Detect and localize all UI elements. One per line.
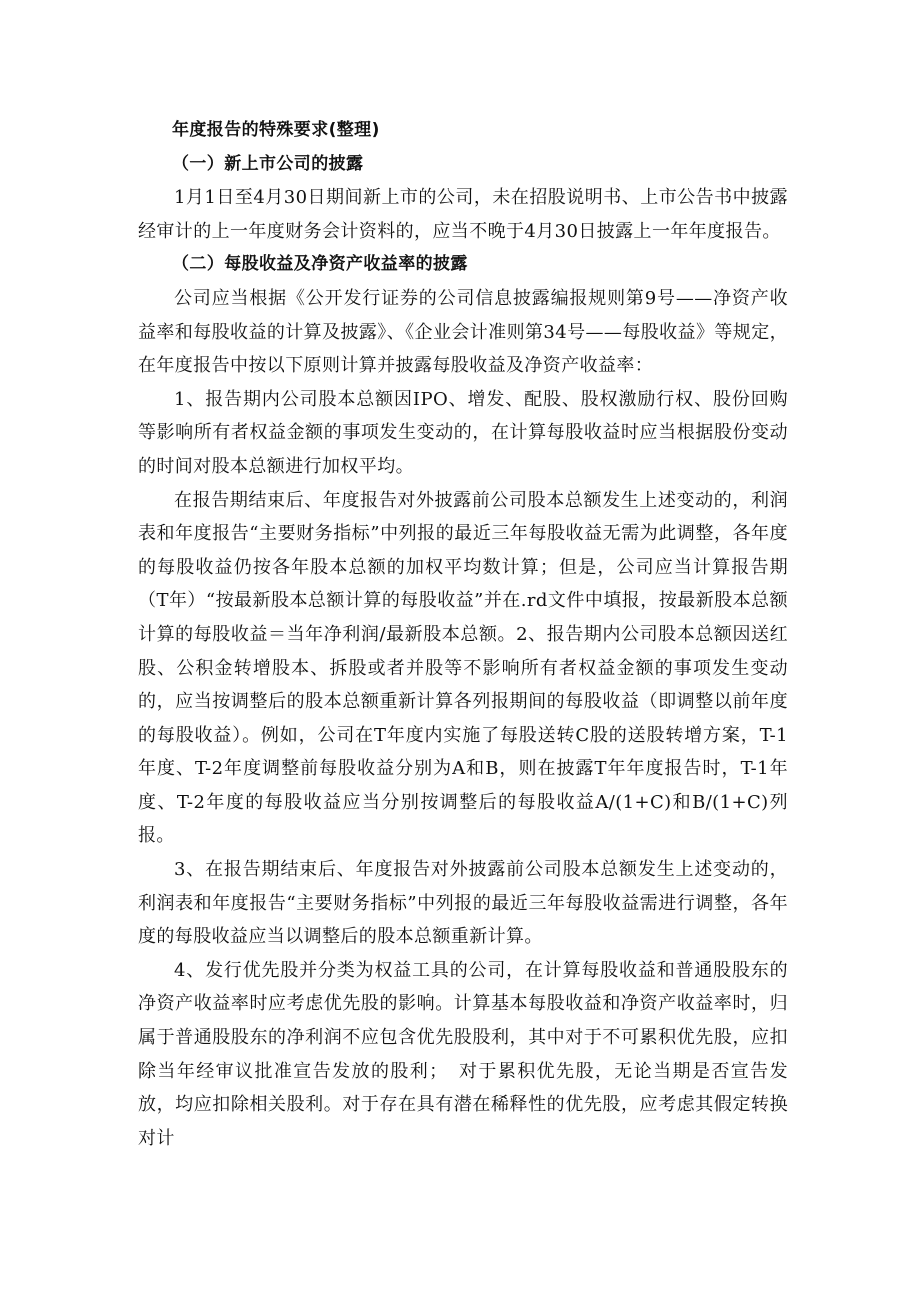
paragraph: 1、报告期内公司股本总额因IPO、增发、配股、股权激励行权、股份回购等影响所有者权益金额的事项发生变动的，在计算每股收益时应当根据股份变动的时间对股本总额进行加权平均。 xyxy=(138,388,788,477)
paragraph: 公司应当根据《公开发行证券的公司信息披露编报规则第9号——净资产收益率和每股收益的计算及披露》、《企业会计准则第34号——每股收益》等规定，在年度报告中按以下原则计算并披露每股收益及净资产收益率： xyxy=(138,287,788,377)
paragraph: 3、在报告期结束后、年度报告对外披露前公司股本总额发生上述变动的，利润表和年度报告“主要财务指标”中列报的最近三年每股收益需进行调整，各年度的每股收益应当以调整后的股本总额重新计算。 xyxy=(138,859,788,948)
section-heading-eps-roe: （二）每股收益及净资产收益率的披露 xyxy=(172,254,468,275)
paragraph: 4、发行优先股并分类为权益工具的公司，在计算每股收益和普通股股东的净资产收益率时应考虑优先股的影响。计算基本每股收益和净资产收益率时，归属于普通股股东的净利润不应包含优先股股利，其中对于不可累积优先股，应扣除当年经审议批准宣告发放的股利； 对于累积优先股，无论当期是否宣告发放，均应扣除相关股利。对于存在具有潜在稀释性的优先股，应考虑其假定转换对计 xyxy=(138,959,788,1149)
section-heading-new-listing: （一）新上市公司的披露 xyxy=(172,153,364,174)
document-title: 年度报告的特殊要求(整理) xyxy=(172,120,380,140)
paragraph: 1月1日至4月30日期间新上市的公司，未在招股说明书、上市公告书中披露经审计的上一年度财务会计资料的，应当不晚于4月30日披露上一年年度报告。 xyxy=(138,187,788,242)
document-body xyxy=(138,114,788,1155)
paragraph: 在报告期结束后、年度报告对外披露前公司股本总额发生上述变动的，利润表和年度报告“主要财务指标”中列报的最近三年每股收益无需为此调整，各年度的每股收益仍按各年股本总额的加权平均数计算；但是，公司应当计算报告期（T年）“按最新股本总额计算的每股收益”并在.rd文件中填报，按最新股本总额计算的每股收益＝当年净利润/最新股本总额。2、报告期内公司股本总额因送红股、公积金转增股本、拆股或者并股等不影响所有者权益金额的事项发生变动的，应当按调整后的股本总额重新计算各列报期间的每股收益（即调整以前年度的每股收益）。例如，公司在T年度内实施了每股送转C股的送股转增方案，T-1年度、T-2年度调整前每股收益分别为A和B，则在披露T年年度报告时，T-1年度、T-2年度的每股收益应当分别按调整后的每股收益A/(1+C)和B/(1+C)列报。 xyxy=(138,489,788,847)
